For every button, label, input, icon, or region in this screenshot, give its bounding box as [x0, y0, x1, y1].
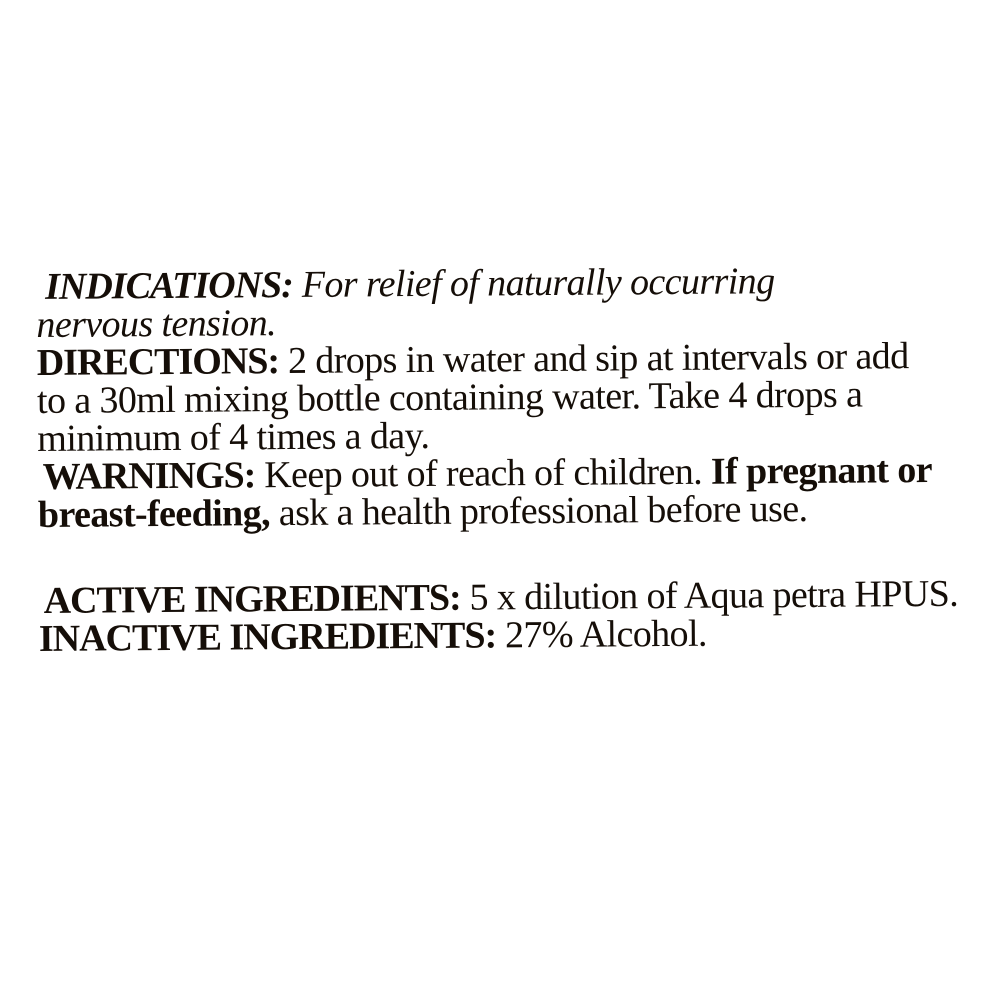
active-ingredients-line	[38, 572, 968, 622]
inactive-ingredients-line	[39, 613, 969, 658]
directions-text-3: minimum of 4 times a day.	[37, 414, 430, 460]
directions-section	[37, 337, 968, 458]
warnings-text-1: Keep out of reach of children.	[255, 450, 712, 497]
warnings-breastfeeding-emphasis: breast-feeding,	[37, 492, 271, 536]
active-ingredients-heading: ACTIVE INGREDIENTS:	[43, 576, 461, 622]
directions-heading: DIRECTIONS:	[36, 340, 280, 384]
warnings-line-1	[37, 448, 967, 498]
warnings-line-2	[38, 489, 968, 534]
inactive-ingredients-heading: INACTIVE INGREDIENTS:	[38, 614, 497, 660]
warnings-heading: WARNINGS:	[42, 454, 256, 498]
indications-heading: INDICATIONS:	[44, 263, 294, 308]
directions-text-1: 2 drops in water and sip at intervals or add	[278, 335, 909, 383]
inactive-ingredients-text: 27% Alcohol.	[496, 612, 708, 657]
directions-text-2: to a 30ml mixing bottle containing water. Take 4 drops a	[36, 373, 863, 422]
active-ingredients-section	[38, 572, 968, 622]
indications-text-1: For relief of naturally occurring	[292, 260, 775, 306]
indications-text-2: nervous tension.	[36, 302, 277, 346]
warnings-pregnant-emphasis: If pregnant or	[710, 448, 933, 493]
warnings-section	[37, 448, 968, 536]
product-label	[36, 261, 969, 658]
directions-line-2	[37, 375, 967, 420]
indications-section	[36, 261, 967, 344]
active-ingredients-text: 5 x dilution of Aqua petra HPUS.	[460, 572, 959, 619]
warnings-text-2: ask a health professional before use.	[269, 487, 808, 535]
inactive-ingredients-section	[39, 613, 969, 658]
